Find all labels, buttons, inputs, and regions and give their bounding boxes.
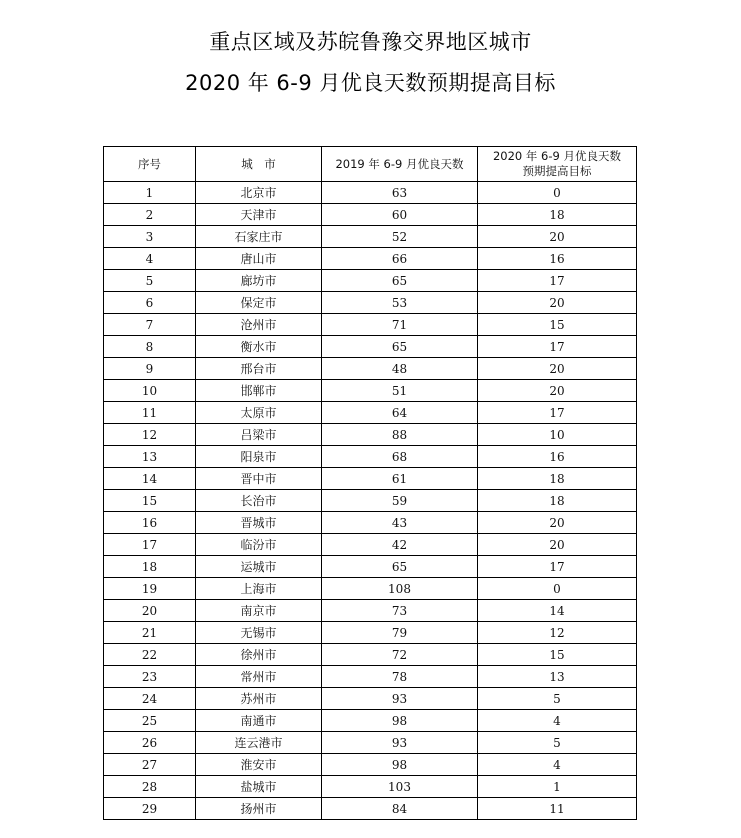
table-row xyxy=(104,776,637,798)
cell-target: 18 xyxy=(478,490,637,512)
cell-city: 南京市 xyxy=(196,600,322,622)
cell-index: 16 xyxy=(104,512,196,534)
cell-city: 扬州市 xyxy=(196,798,322,820)
cell-city: 长治市 xyxy=(196,490,322,512)
cell-days-2019: 72 xyxy=(322,644,478,666)
cell-city: 沧州市 xyxy=(196,314,322,336)
cell-days-2019: 79 xyxy=(322,622,478,644)
cell-index: 22 xyxy=(104,644,196,666)
table-row xyxy=(104,204,637,226)
cell-days-2019: 93 xyxy=(322,688,478,710)
table-row xyxy=(104,578,637,600)
cell-city: 衡水市 xyxy=(196,336,322,358)
cell-index: 23 xyxy=(104,666,196,688)
cell-index: 13 xyxy=(104,446,196,468)
cell-index: 15 xyxy=(104,490,196,512)
header-target xyxy=(478,147,637,182)
cell-target: 16 xyxy=(478,248,637,270)
table-body xyxy=(104,182,637,820)
cell-target: 16 xyxy=(478,446,637,468)
table-row xyxy=(104,336,637,358)
cell-target: 17 xyxy=(478,556,637,578)
cell-city: 盐城市 xyxy=(196,776,322,798)
cell-target: 13 xyxy=(478,666,637,688)
cell-days-2019: 65 xyxy=(322,556,478,578)
cell-index: 4 xyxy=(104,248,196,270)
cell-days-2019: 98 xyxy=(322,710,478,732)
cell-target: 11 xyxy=(478,798,637,820)
cell-city: 邯郸市 xyxy=(196,380,322,402)
cell-index: 10 xyxy=(104,380,196,402)
table-row xyxy=(104,314,637,336)
cell-city: 唐山市 xyxy=(196,248,322,270)
document-title-line-1: 重点区域及苏皖鲁豫交界地区城市 xyxy=(209,30,532,54)
table-row xyxy=(104,380,637,402)
cell-index: 7 xyxy=(104,314,196,336)
cell-index: 28 xyxy=(104,776,196,798)
cell-target: 18 xyxy=(478,468,637,490)
header-index: 序号 xyxy=(104,147,196,182)
cell-index: 14 xyxy=(104,468,196,490)
table-row xyxy=(104,732,637,754)
cell-city: 北京市 xyxy=(196,182,322,204)
cell-index: 5 xyxy=(104,270,196,292)
cell-target: 5 xyxy=(478,688,637,710)
cell-index: 12 xyxy=(104,424,196,446)
cell-index: 1 xyxy=(104,182,196,204)
cell-days-2019: 53 xyxy=(322,292,478,314)
cell-city: 廊坊市 xyxy=(196,270,322,292)
cell-days-2019: 43 xyxy=(322,512,478,534)
table-row xyxy=(104,248,637,270)
cell-city: 保定市 xyxy=(196,292,322,314)
header-target-line-2: 预期提高目标 xyxy=(522,164,592,178)
cell-days-2019: 84 xyxy=(322,798,478,820)
cell-target: 12 xyxy=(478,622,637,644)
table-row xyxy=(104,644,637,666)
cell-target: 15 xyxy=(478,314,637,336)
cell-index: 3 xyxy=(104,226,196,248)
cell-days-2019: 64 xyxy=(322,402,478,424)
cell-days-2019: 68 xyxy=(322,446,478,468)
cell-days-2019: 65 xyxy=(322,336,478,358)
cell-index: 26 xyxy=(104,732,196,754)
cell-days-2019: 108 xyxy=(322,578,478,600)
cell-target: 15 xyxy=(478,644,637,666)
cell-days-2019: 66 xyxy=(322,248,478,270)
document-title-line-2: 2020 年 6-9 月优良天数预期提高目标 xyxy=(185,71,556,95)
table-row xyxy=(104,600,637,622)
table-row xyxy=(104,556,637,578)
cell-index: 20 xyxy=(104,600,196,622)
cell-days-2019: 63 xyxy=(322,182,478,204)
table-row xyxy=(104,424,637,446)
cell-index: 17 xyxy=(104,534,196,556)
table-row xyxy=(104,292,637,314)
cell-days-2019: 98 xyxy=(322,754,478,776)
cell-index: 9 xyxy=(104,358,196,380)
table-row xyxy=(104,358,637,380)
cell-target: 0 xyxy=(478,578,637,600)
cell-city: 太原市 xyxy=(196,402,322,424)
cell-days-2019: 51 xyxy=(322,380,478,402)
table-row xyxy=(104,710,637,732)
table-row xyxy=(104,182,637,204)
table-row xyxy=(104,226,637,248)
cell-index: 24 xyxy=(104,688,196,710)
cell-index: 19 xyxy=(104,578,196,600)
header-row xyxy=(104,147,637,182)
cell-days-2019: 42 xyxy=(322,534,478,556)
cell-city: 邢台市 xyxy=(196,358,322,380)
cell-days-2019: 48 xyxy=(322,358,478,380)
cell-days-2019: 93 xyxy=(322,732,478,754)
cell-city: 苏州市 xyxy=(196,688,322,710)
cell-days-2019: 78 xyxy=(322,666,478,688)
cell-days-2019: 61 xyxy=(322,468,478,490)
header-city: 城 市 xyxy=(196,147,322,182)
cell-index: 6 xyxy=(104,292,196,314)
cell-index: 25 xyxy=(104,710,196,732)
cell-index: 11 xyxy=(104,402,196,424)
cell-days-2019: 52 xyxy=(322,226,478,248)
cell-city: 石家庄市 xyxy=(196,226,322,248)
cell-index: 18 xyxy=(104,556,196,578)
table-row xyxy=(104,446,637,468)
cell-city: 连云港市 xyxy=(196,732,322,754)
cell-target: 4 xyxy=(478,754,637,776)
header-target-line-1: 2020 年 6-9 月优良天数 xyxy=(492,149,621,163)
table-row xyxy=(104,688,637,710)
header-days-2019: 2019 年 6-9 月优良天数 xyxy=(322,147,478,182)
cell-target: 20 xyxy=(478,380,637,402)
cell-target: 20 xyxy=(478,292,637,314)
cell-index: 27 xyxy=(104,754,196,776)
cell-city: 晋城市 xyxy=(196,512,322,534)
target-table xyxy=(103,146,637,820)
cell-days-2019: 71 xyxy=(322,314,478,336)
cell-target: 17 xyxy=(478,336,637,358)
cell-target: 20 xyxy=(478,226,637,248)
cell-index: 21 xyxy=(104,622,196,644)
cell-city: 无锡市 xyxy=(196,622,322,644)
table-row xyxy=(104,622,637,644)
cell-days-2019: 88 xyxy=(322,424,478,446)
cell-city: 徐州市 xyxy=(196,644,322,666)
table-row xyxy=(104,270,637,292)
table-row xyxy=(104,402,637,424)
cell-target: 17 xyxy=(478,402,637,424)
table-row xyxy=(104,534,637,556)
table-header xyxy=(104,147,637,182)
cell-city: 上海市 xyxy=(196,578,322,600)
cell-index: 2 xyxy=(104,204,196,226)
cell-days-2019: 65 xyxy=(322,270,478,292)
cell-target: 0 xyxy=(478,182,637,204)
cell-city: 天津市 xyxy=(196,204,322,226)
cell-target: 17 xyxy=(478,270,637,292)
table-row xyxy=(104,490,637,512)
cell-target: 5 xyxy=(478,732,637,754)
table-row xyxy=(104,798,637,820)
cell-city: 晋中市 xyxy=(196,468,322,490)
cell-days-2019: 73 xyxy=(322,600,478,622)
cell-index: 29 xyxy=(104,798,196,820)
cell-city: 常州市 xyxy=(196,666,322,688)
cell-target: 10 xyxy=(478,424,637,446)
cell-target: 1 xyxy=(478,776,637,798)
cell-days-2019: 60 xyxy=(322,204,478,226)
cell-city: 淮安市 xyxy=(196,754,322,776)
cell-index: 8 xyxy=(104,336,196,358)
cell-target: 20 xyxy=(478,512,637,534)
cell-target: 20 xyxy=(478,358,637,380)
table-row xyxy=(104,754,637,776)
cell-city: 南通市 xyxy=(196,710,322,732)
cell-days-2019: 59 xyxy=(322,490,478,512)
table-row xyxy=(104,512,637,534)
cell-target: 20 xyxy=(478,534,637,556)
cell-target: 4 xyxy=(478,710,637,732)
cell-city: 运城市 xyxy=(196,556,322,578)
cell-city: 吕梁市 xyxy=(196,424,322,446)
cell-target: 14 xyxy=(478,600,637,622)
table-row xyxy=(104,468,637,490)
table-row xyxy=(104,666,637,688)
cell-city: 阳泉市 xyxy=(196,446,322,468)
cell-target: 18 xyxy=(478,204,637,226)
cell-city: 临汾市 xyxy=(196,534,322,556)
cell-days-2019: 103 xyxy=(322,776,478,798)
